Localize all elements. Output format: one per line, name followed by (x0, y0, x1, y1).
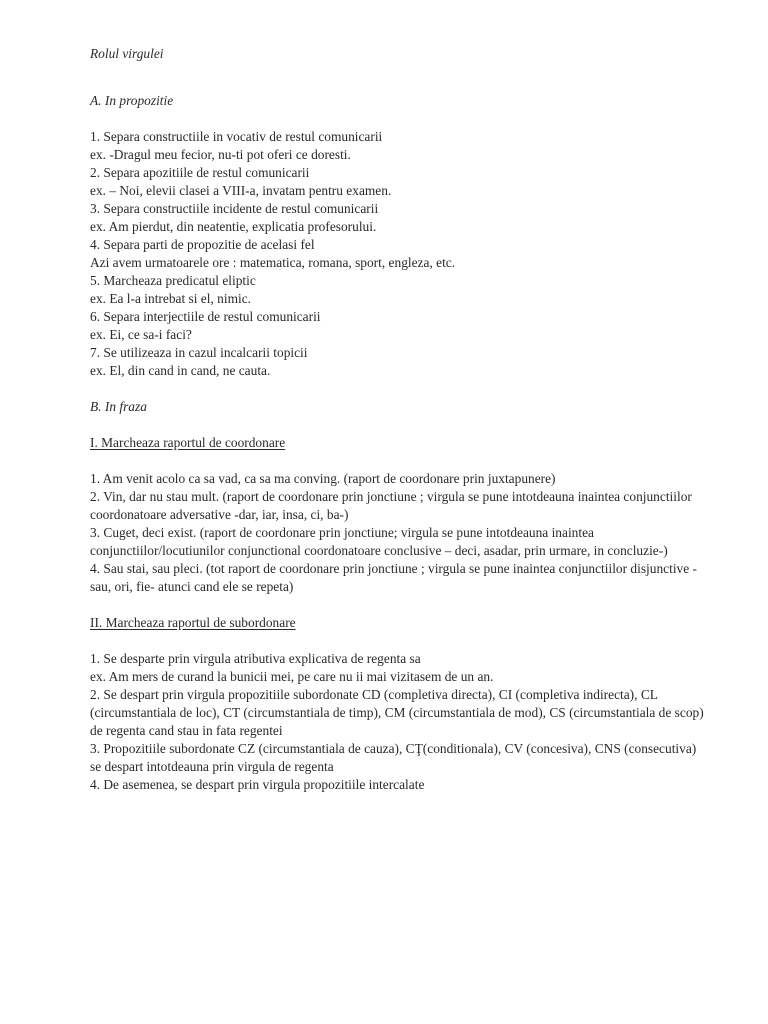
list-item: 1. Separa constructiile in vocativ de restul comunicarii (90, 129, 383, 144)
list-item: 4. Sau stai, sau pleci. (tot raport de coordonare prin jonctiune ; virgula se pune inaintea conjunctiilor disjunctive -sau, ori, fie- atunci cand ele se repeta) (90, 561, 697, 594)
subordination-heading: II. Marcheaza raportul de subordonare (90, 615, 296, 630)
list-item: ex. Am pierdut, din neatentie, explicatia profesorului. (90, 219, 377, 234)
list-item: 2. Se despart prin virgula propozitiile subordonate CD (completiva directa), CI (completiva indirecta), CL (circumstantiala de loc), CT (circumstantiala de timp), CM (circumstantiala de mod), CS (circumstantiala de scop) de regenta cand stau in fata regentei (90, 687, 704, 738)
list-item: ex. -Dragul meu fecior, nu-ti pot oferi ce doresti. (90, 147, 351, 162)
list-item: ex. Ea l-a intrebat si el, nimic. (90, 291, 252, 306)
coordination-heading: I. Marcheaza raportul de coordonare (90, 435, 286, 450)
coordination-list (90, 470, 708, 596)
list-item: 5. Marcheaza predicatul eliptic (90, 273, 256, 288)
list-item: 4. Separa parti de propozitie de acelasi fel (90, 237, 315, 252)
section-a-heading: A. In propozitie (90, 93, 174, 108)
subordination-list (90, 650, 708, 794)
list-item: 2. Vin, dar nu stau mult. (raport de coordonare prin jonctiune ; virgula se pune intotdeauna inaintea conjunctiilor coordonatoare adversative -dar, iar, insa, ci, ba-) (90, 489, 692, 522)
list-item: ex. El, din cand in cand, ne cauta. (90, 363, 271, 378)
list-item: ex. – Noi, elevii clasei a VIII-a, invatam pentru examen. (90, 183, 392, 198)
list-item: 2. Separa apozitiile de restul comunicarii (90, 165, 310, 180)
list-item: ex. Ei, ce sa-i faci? (90, 327, 192, 342)
list-item: 1. Se desparte prin virgula atributiva explicativa de regenta sa (90, 651, 421, 666)
list-item: ex. Am mers de curand la bunicii mei, pe care nu ii mai vizitasem de un an. (90, 669, 494, 684)
list-item: Azi avem urmatoarele ore : matematica, romana, sport, engleza, etc. (90, 255, 456, 270)
list-item: 1. Am venit acolo ca sa vad, ca sa ma conving. (raport de coordonare prin juxtapunere) (90, 471, 556, 486)
list-item: 3. Propozitiile subordonate CZ (circumstantiala de cauza), CŢ(conditionala), CV (concesiva), CNS (consecutiva) se despart intotdeauna prin virgula de regenta (90, 741, 697, 774)
list-item: 3. Cuget, deci exist. (raport de coordonare prin jonctiune; virgula se pune intotdeauna inaintea conjunctiilor/locutiunilor conjunctional coordonatoare conclusive – deci, asadar, prin urmare, in concluzie-) (90, 525, 668, 558)
list-item: 6. Separa interjectiile de restul comunicarii (90, 309, 321, 324)
list-item: 7. Se utilizeaza in cazul incalcarii topicii (90, 345, 308, 360)
section-b-heading: B. In fraza (90, 399, 147, 414)
document-title: Rolul virgulei (90, 46, 164, 61)
section-a-list (90, 128, 708, 380)
list-item: 3. Separa constructiile incidente de restul comunicarii (90, 201, 379, 216)
list-item: 4. De asemenea, se despart prin virgula propozitiile intercalate (90, 777, 425, 792)
